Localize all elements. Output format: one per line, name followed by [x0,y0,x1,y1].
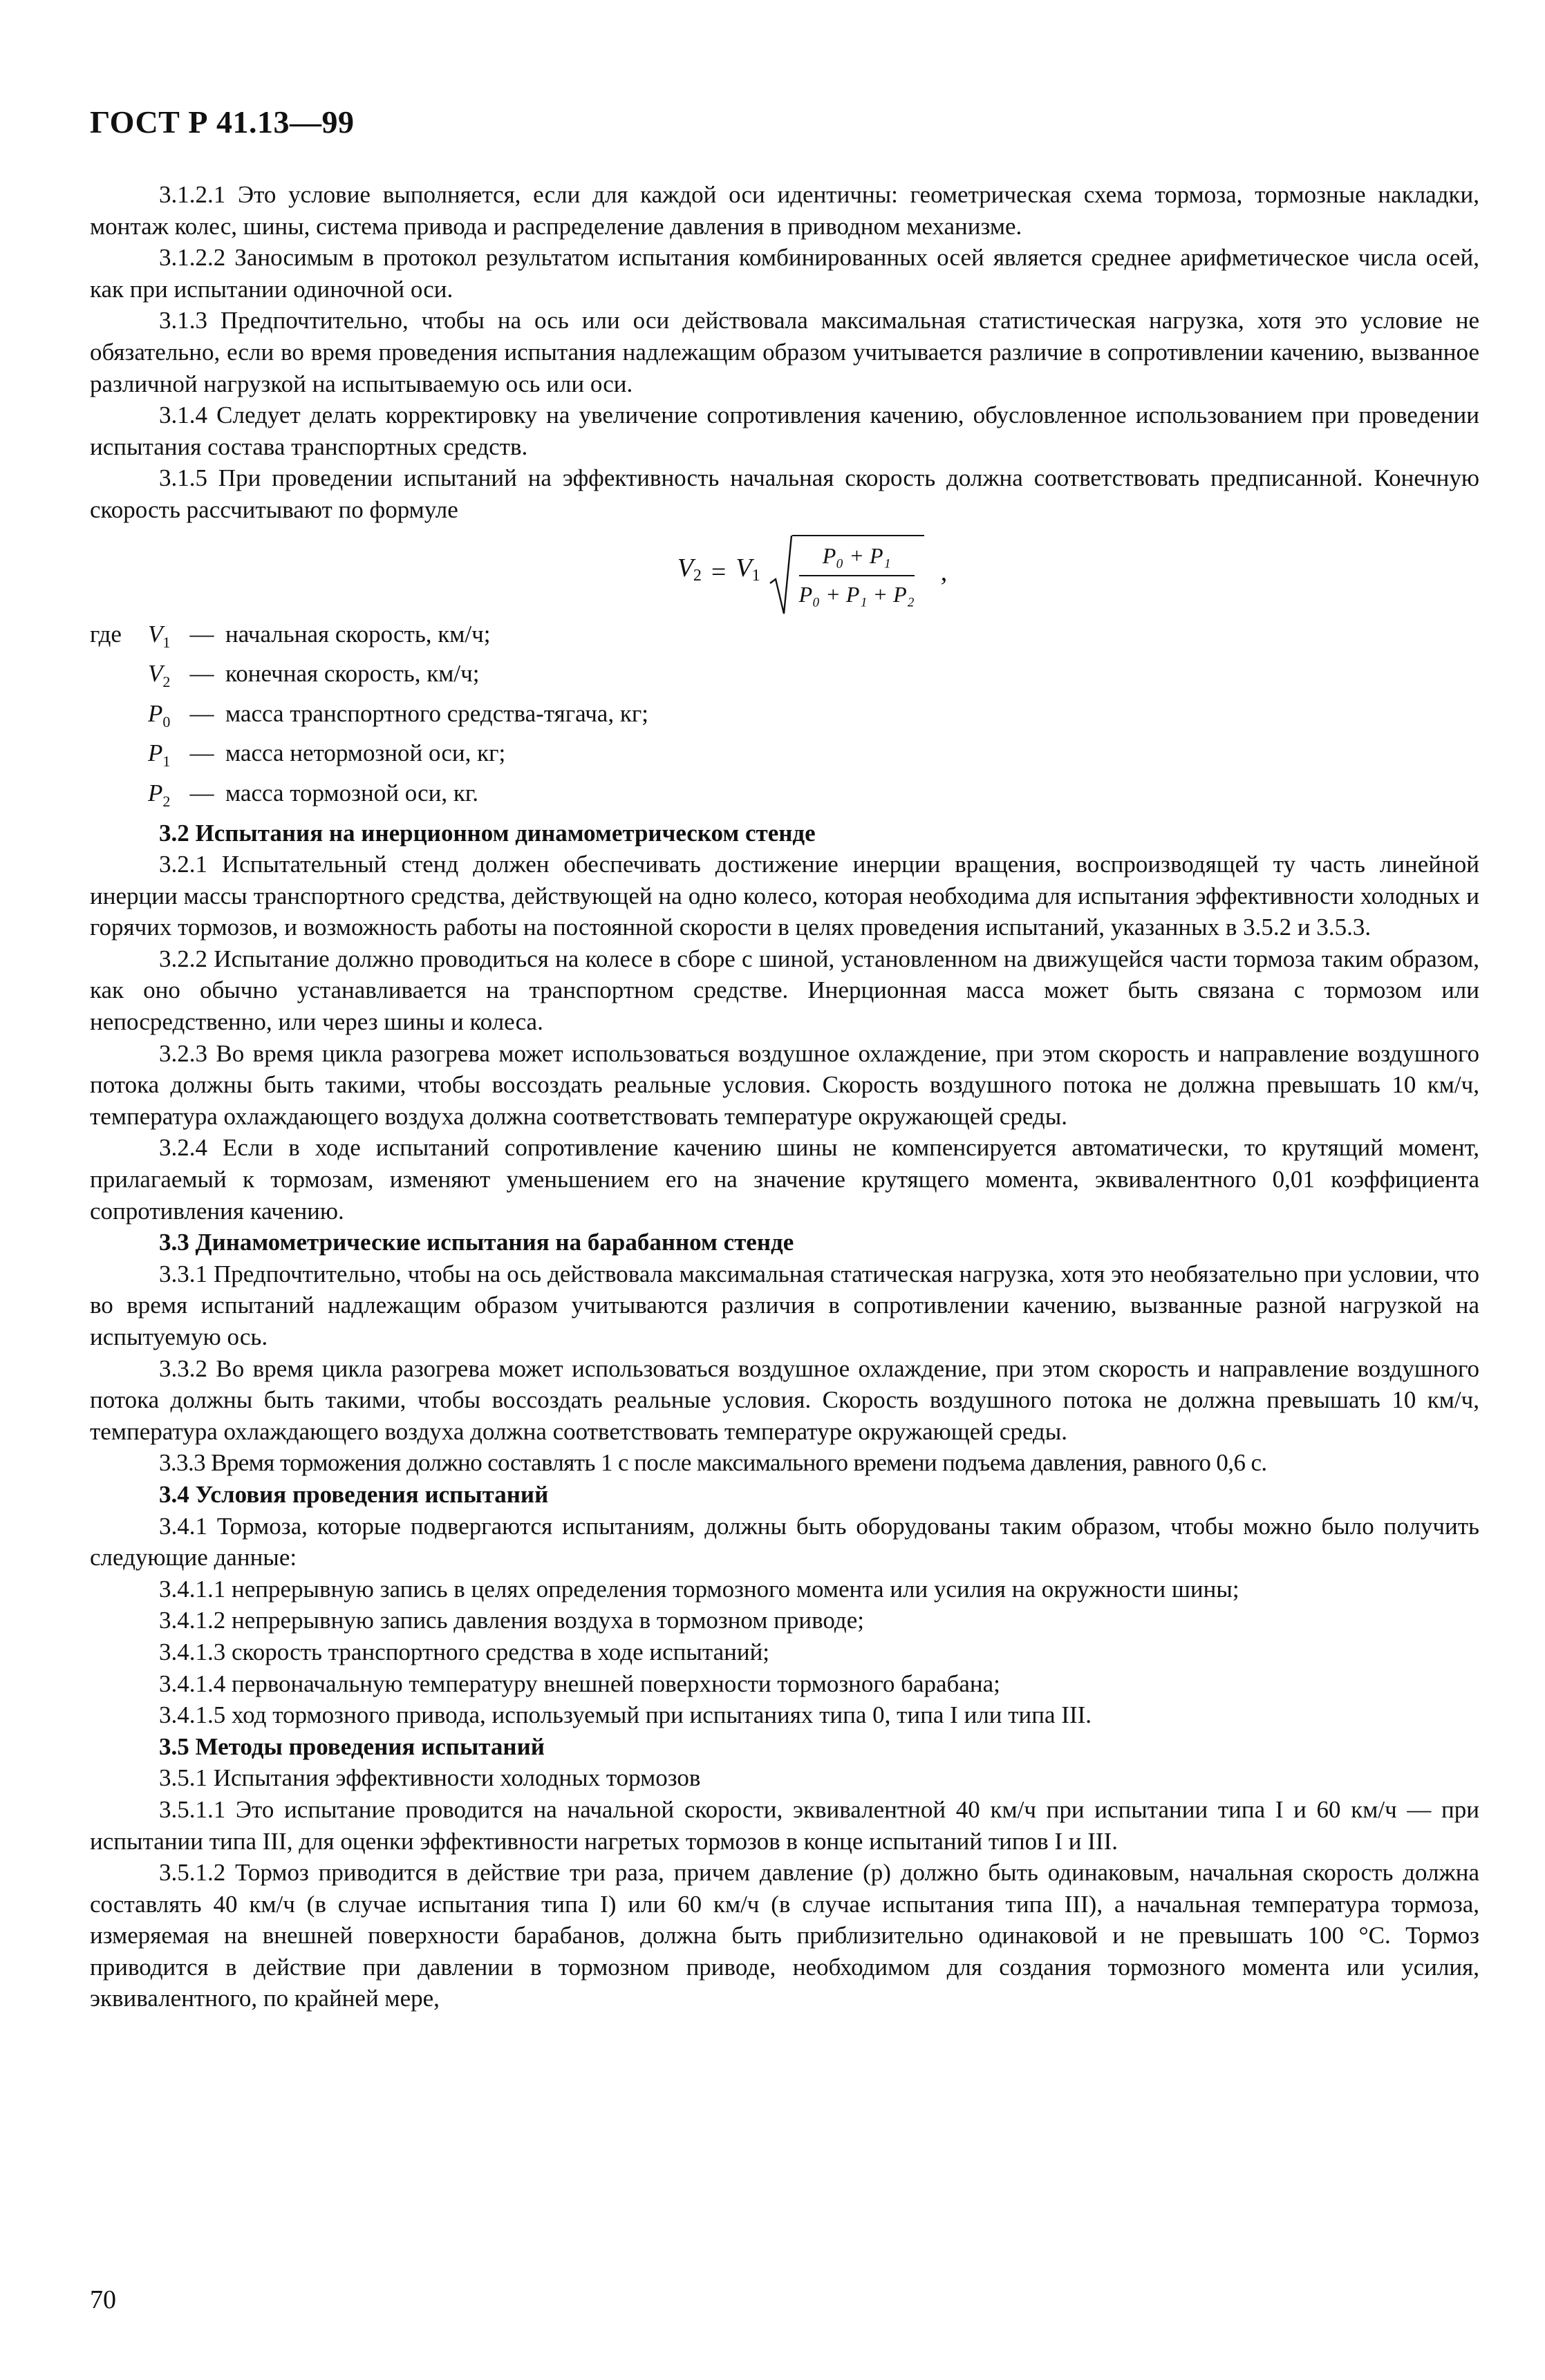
legend-lead: где [90,620,122,648]
legend-symbol: $P_2$ [148,779,171,810]
paragraph: 3.3.1 Предпочтительно, чтобы на ось действовала максимальная статическая нагрузка, хотя это необязательно при условии, что во время испытаний надлежащим образом учитываются различия в сопротивлении качению, вызванные разной нагрузкой на испытуемую ось. [90,1260,1479,1350]
paragraph: 3.1.2.2 Заносимым в протокол результатом испытания комбинированных осей является среднее арифметическое числа осей, как при испытании одиночной оси. [90,244,1479,303]
paragraph: 3.5.1 Испытания эффективности холодных тормозов [159,1764,701,1792]
legend-symbol: $P_1$ [148,739,171,771]
legend-row [90,777,648,818]
section-heading: 3.2 Испытания на инерционном динамометрическом стенде [159,819,816,847]
paragraph: 3.2.2 Испытание должно проводиться на колесе в сборе с шиной, установленном на движущейся части тормоза таким образом, как оно обычно устанавливается на транспортном средстве. Инерционная масса может быть связана с тормозом или непосредственно, или через шины и колеса. [90,945,1479,1036]
list-item: 3.4.1.5 ход тормозного привода, используемый при испытаниях типа 0, типа I или типа III. [159,1701,1092,1729]
legend-row [90,737,648,777]
list-item: 3.4.1.3 скорость транспортного средства в ходе испытаний; [159,1638,770,1665]
formula-lhs: $V_2$ [677,554,702,585]
section-heading: 3.3 Динамометрические испытания на барабанном стенде [159,1229,794,1256]
section-heading: 3.5 Методы проведения испытаний [159,1732,545,1760]
radical-sign-icon [769,535,792,610]
paragraph: 3.4.1 Тормоза, которые подвергаются испытаниям, должны быть оборудованы таким образом, чтобы можно было получить следующие данные: [90,1512,1479,1571]
legend-row [90,618,648,659]
paragraph: 3.5.1.2 Тормоз приводится в действие три раза, причем давление (р) должно быть одинаковым, начальная скорость должна составлять 40 км/ч (в случае испытания типа I) или 60 км/ч (в случае испытания типа III), а начальная температура тормоза, измеряемая на внешней поверхности барабанов, должна быть приблизительно одинаковой и не превышать 100 °С. Тормоз приводится в действие при давлении в тормозном приводе, необходимом для создания тормозного момента или усилия, эквивалентного, по крайней мере, [90,1859,1479,2012]
paragraph: 3.1.2.1 Это условие выполняется, если для каждой оси идентичны: геометрическая схема тормоза, тормозные накладки, монтаж колес, шины, система привода и распределение давления в приводном механизме. [90,181,1479,240]
document-body [90,179,1479,2014]
list-item: 3.4.1.1 непрерывную запись в целях определения тормозного момента или усилия на окружности шины; [159,1575,1239,1603]
legend-row [90,658,648,698]
page-number: 70 [90,2285,116,2314]
legend-symbol: $V_1$ [148,620,171,651]
legend-dash: — [189,739,214,767]
legend-symbol: $P_0$ [148,699,171,730]
legend-description: масса нетормозной оси, кг; [225,739,506,767]
paragraph: 3.1.4 Следует делать корректировку на увеличение сопротивления качению, обусловленное использованием при проведении испытания состава транспортных средств. [90,402,1479,460]
paragraph: 3.3.2 Во время цикла разогрева может использоваться воздушное охлаждение, при этом скорость и направление воздушного потока должны быть такими, чтобы воссоздать реальные условия. Скорость воздушного потока не должна превышать 10 км/ч, температура охлаждающего воздуха должна соответствовать температуре окружающей среды. [90,1354,1479,1445]
document-code: ГОСТ Р 41.13—99 [90,104,355,140]
legend-description: масса транспортного средства-тягача, кг; [225,699,648,727]
legend-dash: — [189,779,214,806]
document-page [90,104,1479,2014]
formula-denominator: P₀ + P₁ + P₂ [799,575,915,611]
legend-description: конечная скорость, км/ч; [225,660,480,688]
legend-dash: — [189,699,214,727]
legend-dash: — [189,660,214,688]
speed-formula [145,529,1479,617]
formula-numerator: P₀ + P₁ [822,542,891,568]
legend-dash: — [189,620,214,648]
list-item: 3.4.1.4 первоначальную температуру внешней поверхности тормозного барабана; [159,1670,1000,1697]
paragraph: 3.5.1.1 Это испытание проводится на начальной скорости, эквивалентной 40 км/ч при испытании типа I и 60 км/ч — при испытании типа III, для оценки эффективности нагретых тормозов в конце испытаний типов I и III. [90,1795,1479,1855]
formula-fraction [792,535,924,610]
formula-root [769,535,924,610]
legend-symbol: $V_2$ [148,660,171,691]
paragraph: 3.2.3 Во время цикла разогрева может использоваться воздушное охлаждение, при этом скорость и направление воздушного потока должны быть такими, чтобы воссоздать реальные условия. Скорость воздушного потока не должна превышать 10 км/ч, температура охлаждающего воздуха должна соответствовать температуре окружающей среды. [90,1039,1479,1130]
formula-v1: $V_1$ [736,554,760,585]
legend-description: масса тормозной оси, кг. [225,779,479,806]
paragraph: 3.3.3 Время торможения должно составлять 1 с после максимального времени подъема давления, равного 0,6 с. [159,1449,1267,1477]
list-item: 3.4.1.2 непрерывную запись давления воздуха в тормозном приводе; [159,1607,864,1634]
paragraph: 3.2.1 Испытательный стенд должен обеспечивать достижение инерции вращения, воспроизводящей ту часть линейной инерции массы транспортного средства, действующей на одно колесо, которая необходима для испытания эффективности холодных и горячих тормозов, и возможность работы на постоянной скорости в целях проведения испытаний, указанных в 3.5.2 и 3.5.3. [90,851,1479,941]
variable-legend [90,618,648,818]
paragraph: 3.1.3 Предпочтительно, чтобы на ось или оси действовала максимальная статистическая нагрузка, хотя это условие не обязательно, если во время проведения испытания надлежащим образом учитывается различие в сопротивлении качению, вызванное различной нагрузкой на испытываемую ось или оси. [90,307,1479,397]
legend-description: начальная скорость, км/ч; [225,620,491,648]
legend-row [90,698,648,738]
formula-equals: = [711,557,727,587]
paragraph: 3.1.5 При проведении испытаний на эффективность начальная скорость должна соответствовать предписанной. Конечную скорость рассчитывают по формуле [90,464,1479,523]
section-heading: 3.4 Условия проведения испытаний [159,1480,549,1508]
formula-comma: , [940,557,948,587]
paragraph: 3.2.4 Если в ходе испытаний сопротивление качению шины не компенсируется автоматически, то крутящий момент, прилагаемый к тормозам, изменяют уменьшением его на значение крутящего момента, эквивалентного 0,01 коэффициента сопротивления качению. [90,1134,1479,1225]
